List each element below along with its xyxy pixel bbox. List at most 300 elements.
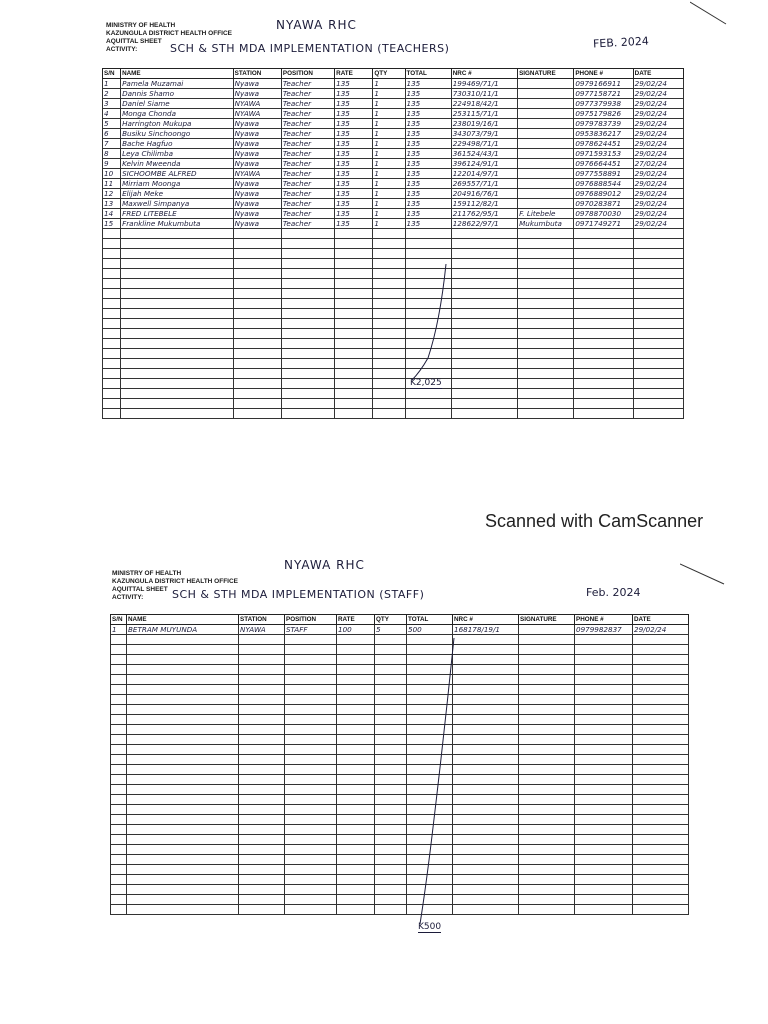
table-cell (519, 845, 575, 855)
table-cell (103, 279, 121, 289)
table-cell (633, 725, 689, 735)
table-cell (285, 705, 337, 715)
table-cell: 1 (373, 149, 405, 159)
table-cell (574, 349, 633, 359)
table-cell (375, 845, 407, 855)
empty-table-row (103, 229, 684, 239)
table-cell (127, 785, 239, 795)
table-cell (121, 269, 234, 279)
table-cell (519, 735, 575, 745)
table-cell (519, 775, 575, 785)
table-cell (337, 785, 375, 795)
table-cell (337, 745, 375, 755)
table-cell: 0976888544 (574, 179, 633, 189)
table-cell (575, 635, 633, 645)
table-cell (281, 259, 334, 269)
table-cell (453, 765, 519, 775)
table-cell (335, 399, 373, 409)
table-cell (633, 855, 689, 865)
table-cell (405, 239, 451, 249)
table-cell (574, 409, 633, 419)
table-cell (127, 875, 239, 885)
table-cell (281, 379, 334, 389)
table-cell (633, 685, 689, 695)
table-cell (281, 299, 334, 309)
table-cell: Harrington Mukupa (121, 119, 234, 129)
table-cell (375, 645, 407, 655)
table-cell (337, 765, 375, 775)
table-cell (335, 259, 373, 269)
table-cell (574, 389, 633, 399)
table-cell (337, 665, 375, 675)
paper-fold-line (680, 562, 730, 592)
column-header: RATE (337, 615, 375, 625)
table-cell (574, 279, 633, 289)
table-cell (633, 665, 689, 675)
table-cell: 7 (103, 139, 121, 149)
table-cell: 135 (335, 99, 373, 109)
table-row (103, 109, 684, 119)
table-cell (453, 725, 519, 735)
table-cell (239, 635, 285, 645)
column-header: SIGNATURE (519, 615, 575, 625)
table-cell (518, 329, 574, 339)
table-cell (518, 319, 574, 329)
table-cell (233, 399, 281, 409)
table-cell: 135 (405, 179, 451, 189)
empty-table-row (103, 379, 684, 389)
table-cell: FRED LITEBELE (121, 209, 234, 219)
table-cell (633, 745, 689, 755)
table-cell (121, 359, 234, 369)
table-cell (233, 269, 281, 279)
table-cell (519, 685, 575, 695)
table-cell (519, 755, 575, 765)
table-cell (111, 755, 127, 765)
table-cell (337, 725, 375, 735)
table-row (103, 209, 684, 219)
table-cell: 9 (103, 159, 121, 169)
table-cell (519, 675, 575, 685)
table-cell: 27/02/24 (633, 159, 683, 169)
table-cell: Teacher (281, 139, 334, 149)
table-cell: Nyawa (233, 89, 281, 99)
table-cell (121, 409, 234, 419)
table-cell (239, 815, 285, 825)
table-cell (575, 795, 633, 805)
table-cell: 0976889012 (574, 189, 633, 199)
column-header: POSITION (281, 69, 334, 79)
table-cell (285, 885, 337, 895)
table-cell (281, 229, 334, 239)
table-cell (239, 865, 285, 875)
table-cell: 0977158721 (574, 89, 633, 99)
table-cell (518, 269, 574, 279)
table-cell (127, 755, 239, 765)
table-cell: 1 (373, 89, 405, 99)
table-cell (285, 785, 337, 795)
table-cell (633, 895, 689, 905)
table-cell (121, 229, 234, 239)
empty-table-row (103, 329, 684, 339)
table-cell (233, 409, 281, 419)
table-cell (111, 695, 127, 705)
table-cell: F. Litebele (518, 209, 574, 219)
table-cell (373, 329, 405, 339)
table-cell (239, 805, 285, 815)
acquittal-table (110, 614, 689, 915)
table-cell (281, 239, 334, 249)
table-cell (103, 249, 121, 259)
table-cell (574, 289, 633, 299)
table-cell (375, 815, 407, 825)
empty-table-row (111, 875, 689, 885)
table-cell (337, 815, 375, 825)
table-cell (574, 359, 633, 369)
table-cell (633, 735, 689, 745)
table-cell (127, 705, 239, 715)
table-cell (233, 239, 281, 249)
table-row (103, 199, 684, 209)
table-cell (233, 289, 281, 299)
table-cell (121, 369, 234, 379)
table-cell (233, 389, 281, 399)
table-cell (337, 695, 375, 705)
table-cell (574, 319, 633, 329)
column-header: SIGNATURE (518, 69, 574, 79)
table-cell: 12 (103, 189, 121, 199)
table-cell (121, 399, 234, 409)
column-header: NRC # (451, 69, 517, 79)
table-cell (451, 359, 517, 369)
table-cell (405, 249, 451, 259)
acquittal-sheet-staff (0, 540, 768, 1024)
sheet-date: Feb. 2024 (586, 586, 641, 599)
table-cell (127, 725, 239, 735)
table-cell (373, 279, 405, 289)
table-cell (633, 705, 689, 715)
table-cell: Teacher (281, 179, 334, 189)
table-row (103, 79, 684, 89)
sheet-type-label: AQUITTAL SHEET (106, 38, 162, 45)
table-cell (375, 725, 407, 735)
table-cell (519, 905, 575, 915)
table-cell (337, 735, 375, 745)
column-header: TOTAL (405, 69, 451, 79)
table-cell (575, 755, 633, 765)
table-cell (111, 655, 127, 665)
table-cell (451, 399, 517, 409)
table-cell (233, 339, 281, 349)
table-cell: Teacher (281, 79, 334, 89)
table-cell: 0953836217 (574, 129, 633, 139)
table-cell (453, 835, 519, 845)
empty-table-row (111, 765, 689, 775)
table-cell: Nyawa (233, 129, 281, 139)
table-cell (335, 319, 373, 329)
table-cell (575, 745, 633, 755)
table-cell: SICHOOMBE ALFRED (121, 169, 234, 179)
column-header: QTY (375, 615, 407, 625)
column-header: DATE (633, 69, 683, 79)
table-cell: Teacher (281, 149, 334, 159)
table-row (103, 219, 684, 229)
table-cell (127, 685, 239, 695)
table-cell (127, 695, 239, 705)
table-cell (575, 765, 633, 775)
table-row (103, 179, 684, 189)
table-cell: 8 (103, 149, 121, 159)
table-row (103, 89, 684, 99)
table-cell (127, 735, 239, 745)
table-cell (239, 835, 285, 845)
table-row (103, 189, 684, 199)
table-cell: 135 (335, 189, 373, 199)
empty-table-row (111, 685, 689, 695)
table-cell: 10 (103, 169, 121, 179)
table-cell (633, 379, 683, 389)
office-label: KAZUNGULA DISTRICT HEALTH OFFICE (112, 578, 239, 585)
table-cell (453, 665, 519, 675)
table-cell (335, 359, 373, 369)
table-cell (127, 905, 239, 915)
empty-table-row (103, 409, 684, 419)
table-cell: Dannis Shamo (121, 89, 234, 99)
table-cell (575, 865, 633, 875)
table-cell (633, 389, 683, 399)
table-cell: 0979166911 (574, 79, 633, 89)
table-cell (453, 745, 519, 755)
table-cell: 1 (373, 169, 405, 179)
table-cell (375, 825, 407, 835)
table-cell (111, 865, 127, 875)
table-cell: 1 (103, 79, 121, 89)
table-cell (103, 349, 121, 359)
table-cell (451, 309, 517, 319)
table-cell (281, 349, 334, 359)
table-cell (405, 229, 451, 239)
table-cell (451, 339, 517, 349)
table-cell: 29/02/24 (633, 129, 683, 139)
grand-total: K2,025 (410, 378, 442, 388)
empty-table-row (103, 319, 684, 329)
table-cell (451, 369, 517, 379)
table-cell: 29/02/24 (633, 209, 683, 219)
table-cell (633, 865, 689, 875)
table-cell: BETRAM MUYUNDA (127, 625, 239, 635)
table-cell (519, 895, 575, 905)
table-cell (239, 795, 285, 805)
table-cell (633, 765, 689, 775)
table-cell (375, 835, 407, 845)
empty-table-row (111, 835, 689, 845)
table-cell: 29/02/24 (633, 109, 683, 119)
activity-title: SCH & STH MDA IMPLEMENTATION (TEACHERS) (170, 42, 450, 55)
table-cell (121, 349, 234, 359)
table-cell: 211762/95/1 (451, 209, 517, 219)
table-cell: Nyawa (233, 219, 281, 229)
table-cell: 29/02/24 (633, 179, 683, 189)
table-cell: 29/02/24 (633, 79, 683, 89)
table-cell (239, 895, 285, 905)
table-cell (111, 765, 127, 775)
table-cell: 0976664451 (574, 159, 633, 169)
table-cell (121, 379, 234, 389)
table-cell (111, 735, 127, 745)
table-cell: 135 (335, 169, 373, 179)
table-cell (281, 309, 334, 319)
table-cell (103, 389, 121, 399)
table-cell (285, 815, 337, 825)
table-cell: 135 (405, 189, 451, 199)
table-cell: 1 (373, 209, 405, 219)
table-cell (575, 675, 633, 685)
table-cell (337, 825, 375, 835)
table-cell (453, 865, 519, 875)
table-cell: 229498/71/1 (451, 139, 517, 149)
table-cell: 168178/19/1 (453, 625, 519, 635)
table-cell: 1 (373, 79, 405, 89)
empty-table-row (111, 845, 689, 855)
table-cell (127, 825, 239, 835)
table-cell (451, 269, 517, 279)
table-cell: 1 (373, 159, 405, 169)
table-cell: Mukumbuta (518, 219, 574, 229)
table-cell (453, 855, 519, 865)
table-cell: Teacher (281, 209, 334, 219)
table-cell: 29/02/24 (633, 119, 683, 129)
table-cell (518, 289, 574, 299)
table-cell (633, 409, 683, 419)
table-cell: Daniel Siame (121, 99, 234, 109)
table-cell (575, 695, 633, 705)
table-cell (233, 299, 281, 309)
table-cell (239, 745, 285, 755)
acquittal-table (102, 68, 684, 419)
table-cell (335, 379, 373, 389)
table-cell: 15 (103, 219, 121, 229)
table-cell (574, 369, 633, 379)
table-cell: 135 (335, 129, 373, 139)
table-cell (335, 249, 373, 259)
table-cell: STAFF (285, 625, 337, 635)
table-cell (103, 259, 121, 269)
table-cell (373, 339, 405, 349)
table-row (111, 625, 689, 635)
table-cell: 135 (405, 199, 451, 209)
table-cell (337, 865, 375, 875)
table-cell: 1 (373, 119, 405, 129)
table-cell: Nyawa (233, 209, 281, 219)
table-cell (518, 189, 574, 199)
table-cell (103, 399, 121, 409)
table-cell: 29/02/24 (633, 625, 689, 635)
empty-table-row (111, 715, 689, 725)
table-cell (337, 805, 375, 815)
table-cell (518, 179, 574, 189)
table-cell (127, 885, 239, 895)
table-cell: Teacher (281, 89, 334, 99)
table-row (103, 119, 684, 129)
table-cell (518, 339, 574, 349)
table-cell (337, 775, 375, 785)
table-cell (633, 835, 689, 845)
table-cell (233, 249, 281, 259)
activity-label: ACTIVITY: (106, 46, 138, 53)
empty-table-row (111, 655, 689, 665)
table-cell: 135 (335, 119, 373, 129)
table-cell (451, 239, 517, 249)
table-cell (633, 249, 683, 259)
table-cell (575, 725, 633, 735)
empty-table-row (111, 755, 689, 765)
table-cell (111, 715, 127, 725)
table-cell (239, 825, 285, 835)
table-cell (335, 269, 373, 279)
table-cell (121, 289, 234, 299)
table-cell: Nyawa (233, 179, 281, 189)
table-cell (575, 705, 633, 715)
table-cell (633, 289, 683, 299)
table-cell (453, 735, 519, 745)
table-cell (633, 279, 683, 289)
empty-table-row (103, 279, 684, 289)
table-cell: 1 (373, 129, 405, 139)
column-header: NRC # (453, 615, 519, 625)
table-cell (451, 299, 517, 309)
empty-table-row (111, 745, 689, 755)
table-cell (127, 845, 239, 855)
table-cell (103, 289, 121, 299)
column-header: DATE (633, 615, 689, 625)
table-cell (121, 309, 234, 319)
table-cell (405, 389, 451, 399)
table-cell (633, 795, 689, 805)
empty-table-row (103, 289, 684, 299)
table-cell (375, 765, 407, 775)
table-cell: 4 (103, 109, 121, 119)
table-cell (518, 249, 574, 259)
table-cell: 0970283871 (574, 199, 633, 209)
table-cell: Nyawa (233, 149, 281, 159)
table-cell: Nyawa (233, 189, 281, 199)
table-cell (121, 279, 234, 289)
table-cell (375, 665, 407, 675)
empty-table-row (103, 389, 684, 399)
table-cell (518, 169, 574, 179)
empty-table-row (111, 775, 689, 785)
empty-table-row (103, 369, 684, 379)
table-cell (285, 765, 337, 775)
table-cell: Monga Chonda (121, 109, 234, 119)
table-cell (574, 239, 633, 249)
table-cell (337, 635, 375, 645)
table-cell (103, 309, 121, 319)
table-cell (337, 845, 375, 855)
table-cell (103, 229, 121, 239)
table-cell (575, 805, 633, 815)
table-cell: 0979783739 (574, 119, 633, 129)
table-cell (574, 399, 633, 409)
table-cell (519, 885, 575, 895)
table-cell (127, 645, 239, 655)
table-cell (405, 399, 451, 409)
table-cell: 0978624451 (574, 139, 633, 149)
table-cell (111, 745, 127, 755)
table-cell (337, 655, 375, 665)
table-cell (375, 785, 407, 795)
table-cell: 135 (405, 129, 451, 139)
